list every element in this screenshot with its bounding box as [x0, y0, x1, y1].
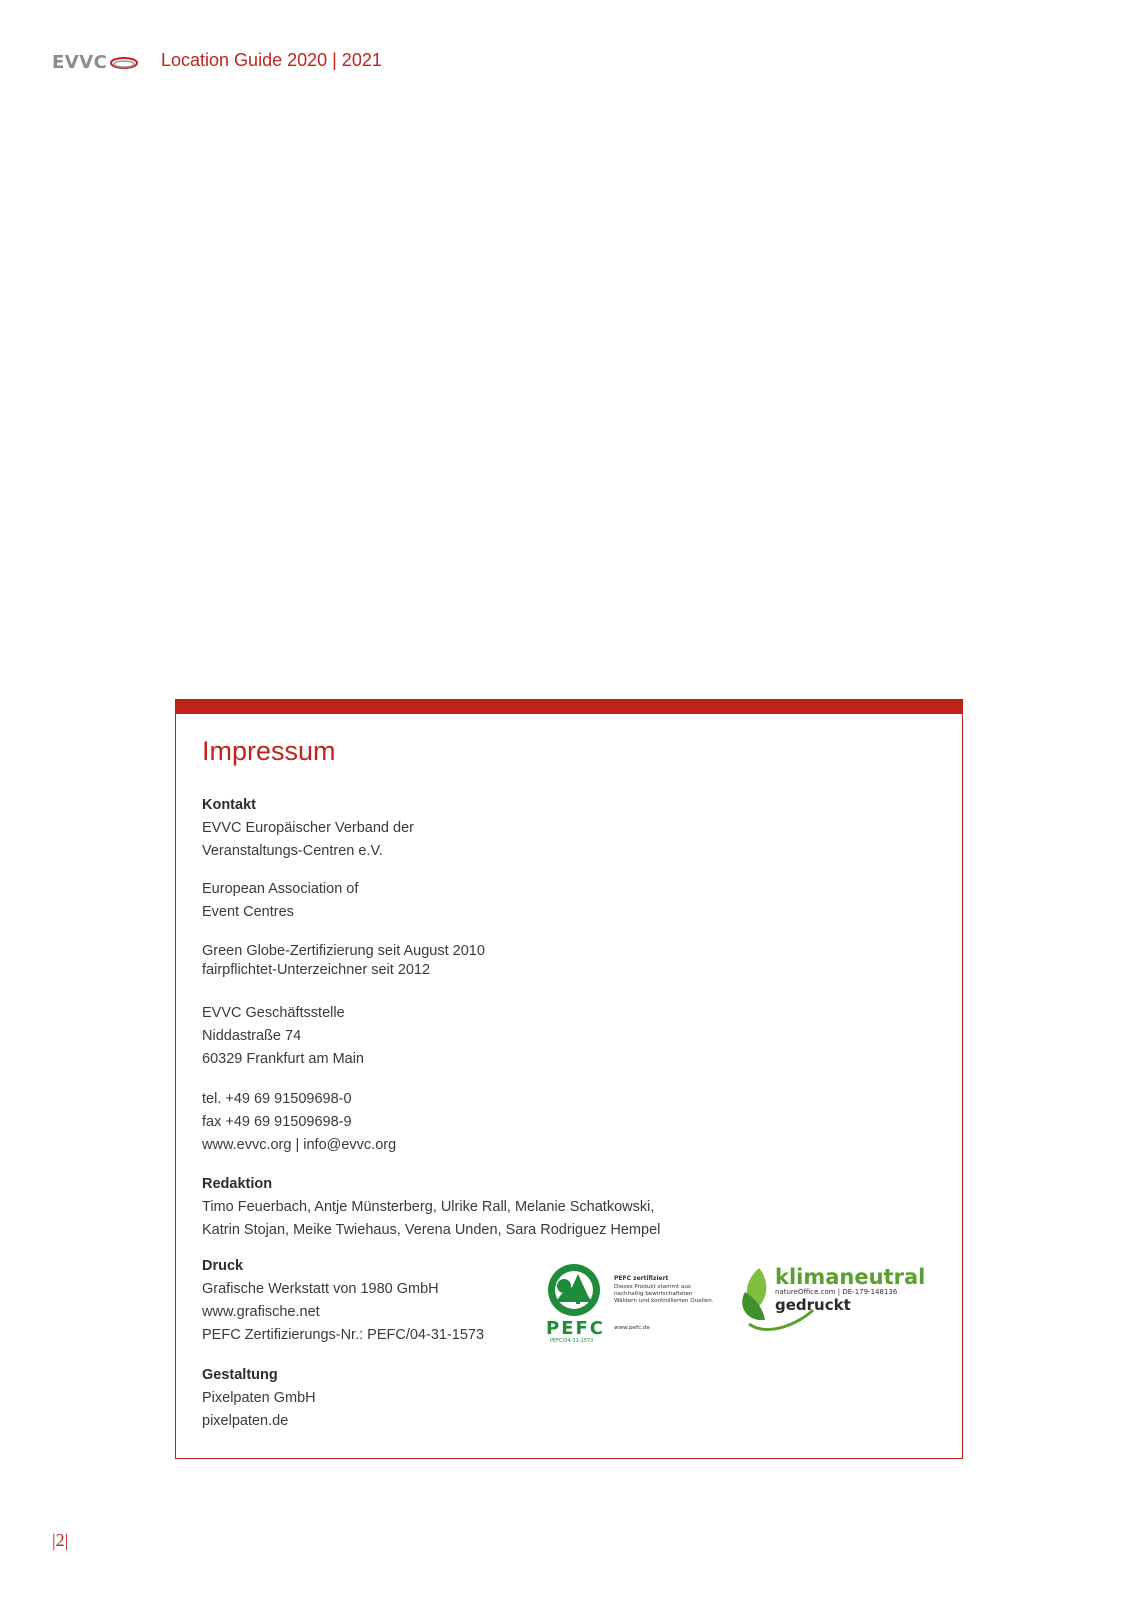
kontakt-name-de-line: EVVC Europäischer Verband der [202, 820, 414, 836]
pefc-url: www.pefc.de [614, 1325, 650, 1331]
pefc-text-line: Wäldern und kontrollierten Quellen. [614, 1298, 714, 1304]
evvc-logo [52, 50, 139, 74]
druck-heading: Druck [202, 1258, 244, 1274]
kontakt-certifications [202, 942, 485, 980]
gestaltung-line: pixelpaten.de [202, 1413, 289, 1429]
redaktion-line: Katrin Stojan, Meike Twiehaus, Verena Unden, Sara Rodriguez Hempel [202, 1222, 661, 1238]
gestaltung-heading: Gestaltung [202, 1367, 278, 1383]
pefc-label: PEFC [546, 1318, 605, 1339]
impressum-heading: Impressum [202, 736, 336, 766]
logo-swoosh-icon [109, 56, 139, 70]
redaktion-section [202, 1173, 660, 1242]
phone-line: tel. +49 69 91509698-0 [202, 1091, 352, 1107]
logo-text: EVVC [52, 51, 108, 73]
kontakt-details [202, 1088, 396, 1157]
kontakt-section [202, 794, 414, 863]
pefc-text-line: PEFC zertifiziert [614, 1275, 669, 1282]
pefc-text-line: nachhaltig bewirtschafteten [614, 1291, 693, 1297]
fax-line: fax +49 69 91509698-9 [202, 1114, 352, 1130]
page-number: |2| [52, 1530, 69, 1550]
impressum-top-bar [175, 699, 963, 714]
certification-line: Green Globe-Zertifizierung seit August 2010 [202, 943, 485, 959]
kontakt-name-en [202, 878, 358, 924]
kontakt-name-en-line: Event Centres [202, 904, 294, 920]
druck-line: PEFC Zertifizierungs-Nr.: PEFC/04-31-1573 [202, 1327, 485, 1343]
gestaltung-section [202, 1364, 316, 1433]
druck-line: www.grafische.net [202, 1304, 320, 1320]
pefc-code: PEFC/04-31-1573 [550, 1338, 594, 1342]
kontakt-address [202, 1002, 364, 1071]
druck-line: Grafische Werkstatt von 1980 GmbH [202, 1281, 439, 1297]
pefc-logo [546, 1262, 730, 1342]
address-line: EVVC Geschäftsstelle [202, 1005, 345, 1021]
klima-sub: natureOffice.com | DE-179-148136 [775, 1288, 898, 1296]
redaktion-line: Timo Feuerbach, Antje Münsterberg, Ulrike Rall, Melanie Schatkowski, [202, 1199, 655, 1215]
web-email-line: www.evvc.org | info@evvc.org [202, 1137, 397, 1153]
gestaltung-line: Pixelpaten GmbH [202, 1390, 316, 1406]
druck-section [202, 1255, 484, 1347]
kontakt-name-en-line: European Association of [202, 881, 359, 897]
kontakt-heading: Kontakt [202, 797, 256, 813]
klima-printed: gedruckt [775, 1296, 851, 1314]
klima-title: klimaneutral [775, 1265, 926, 1289]
page-title: Location Guide 2020 | 2021 [161, 50, 382, 70]
pefc-text-line: Dieses Produkt stammt aus [614, 1284, 691, 1290]
redaktion-heading: Redaktion [202, 1176, 273, 1192]
kontakt-name-de-line: Veranstaltungs-Centren e.V. [202, 843, 383, 859]
certification-line: fairpflichtet-Unterzeichner seit 2012 [202, 962, 431, 978]
address-line: 60329 Frankfurt am Main [202, 1051, 364, 1067]
address-line: Niddastraße 74 [202, 1028, 302, 1044]
klimaneutral-logo [739, 1262, 929, 1334]
